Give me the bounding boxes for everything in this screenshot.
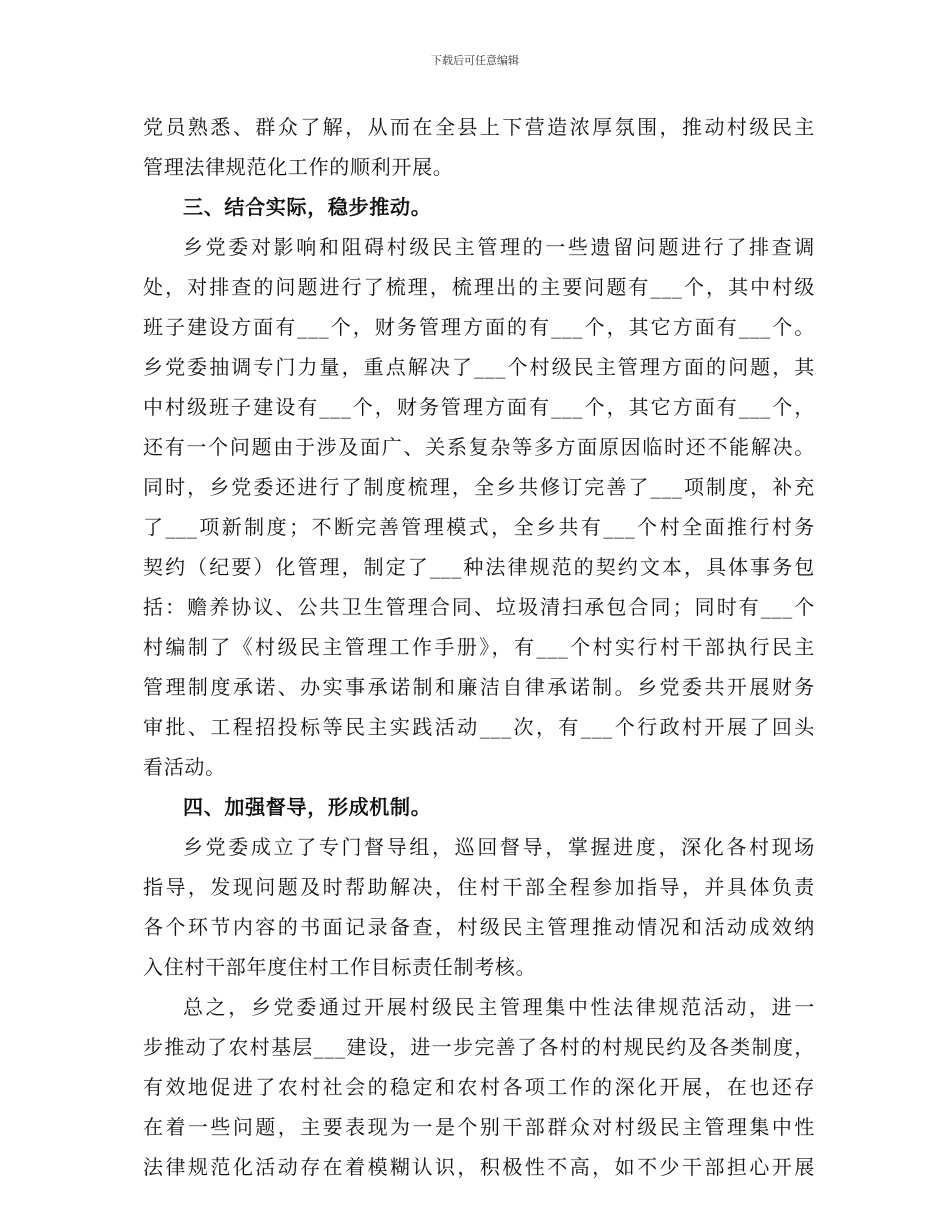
page-header: 下载后可任意编辑 — [431, 54, 519, 67]
text-line: 入住村干部年度住村工作目标责任制考核。 — [143, 955, 537, 979]
text-line: 契约（纪要）化管理，制定了___种法律规范的契约文本，具体事务包 — [143, 555, 815, 579]
text-line: 法律规范化活动存在着模糊认识，积极性不高，如不少干部担心开展 — [143, 1155, 815, 1179]
text-line: 括：赡养协议、公共卫生管理合同、垃圾清扫承包合同；同时有___个 — [143, 595, 815, 619]
text-line: 班子建设方面有___个，财务管理方面的有___个，其它方面有___个。 — [143, 315, 815, 339]
text-line: 村编制了《村级民主管理工作手册》，有___个村实行村干部执行民主 — [143, 635, 815, 659]
text-line: 审批、工程招投标等民主实践活动___次，有___个行政村开展了回头 — [143, 715, 815, 739]
text-line: 管理制度承诺、办实事承诺制和廉洁自律承诺制。乡党委共开展财务 — [143, 675, 815, 699]
text-line: 管理法律规范化工作的顺利开展。 — [143, 155, 454, 179]
text-line: 党员熟悉、群众了解，从而在全县上下营造浓厚氛围，推动村级民主 — [143, 115, 815, 139]
text-line: 乡党委对影响和阻碍村级民主管理的一些遗留问题进行了排查调 — [183, 235, 815, 259]
text-line: 在着一些问题，主要表现为一是个别干部群众对村级民主管理集中性 — [143, 1115, 815, 1139]
text-line: 乡党委成立了专门督导组，巡回督导，掌握进度，深化各村现场 — [183, 835, 815, 859]
text-line: 指导，发现问题及时帮助解决，住村干部全程参加指导，并具体负责 — [143, 875, 815, 899]
section-heading: 三、结合实际，稳步推动。 — [183, 195, 432, 219]
text-line: 有效地促进了农村社会的稳定和农村各项工作的深化开展，在也还存 — [143, 1075, 815, 1099]
text-line: 步推动了农村基层___建设，进一步完善了各村的村规民约及各类制度， — [143, 1035, 815, 1059]
text-line: 同时，乡党委还进行了制度梳理，全乡共修订完善了___项制度，补充 — [143, 475, 815, 499]
text-line: 处，对排查的问题进行了梳理，梳理出的主要问题有___个，其中村级 — [143, 275, 815, 299]
text-line: 还有一个问题由于涉及面广、关系复杂等多方面原因临时还不能解决。 — [143, 435, 815, 459]
text-line: 看活动。 — [143, 755, 226, 779]
document-body — [143, 107, 815, 1187]
text-line: 中村级班子建设有___个，财务管理方面有___个，其它方面有___个， — [143, 395, 815, 419]
text-line: 各个环节内容的书面记录备查，村级民主管理推动情况和活动成效纳 — [143, 915, 815, 939]
text-line: 了___项新制度；不断完善管理模式，全乡共有___个村全面推行村务 — [143, 515, 815, 539]
text-line: 总之，乡党委通过开展村级民主管理集中性法律规范活动，进一 — [183, 995, 815, 1019]
text-line: 乡党委抽调专门力量，重点解决了___个村级民主管理方面的问题，其 — [143, 355, 815, 379]
section-heading: 四、加强督导，形成机制。 — [183, 795, 432, 819]
